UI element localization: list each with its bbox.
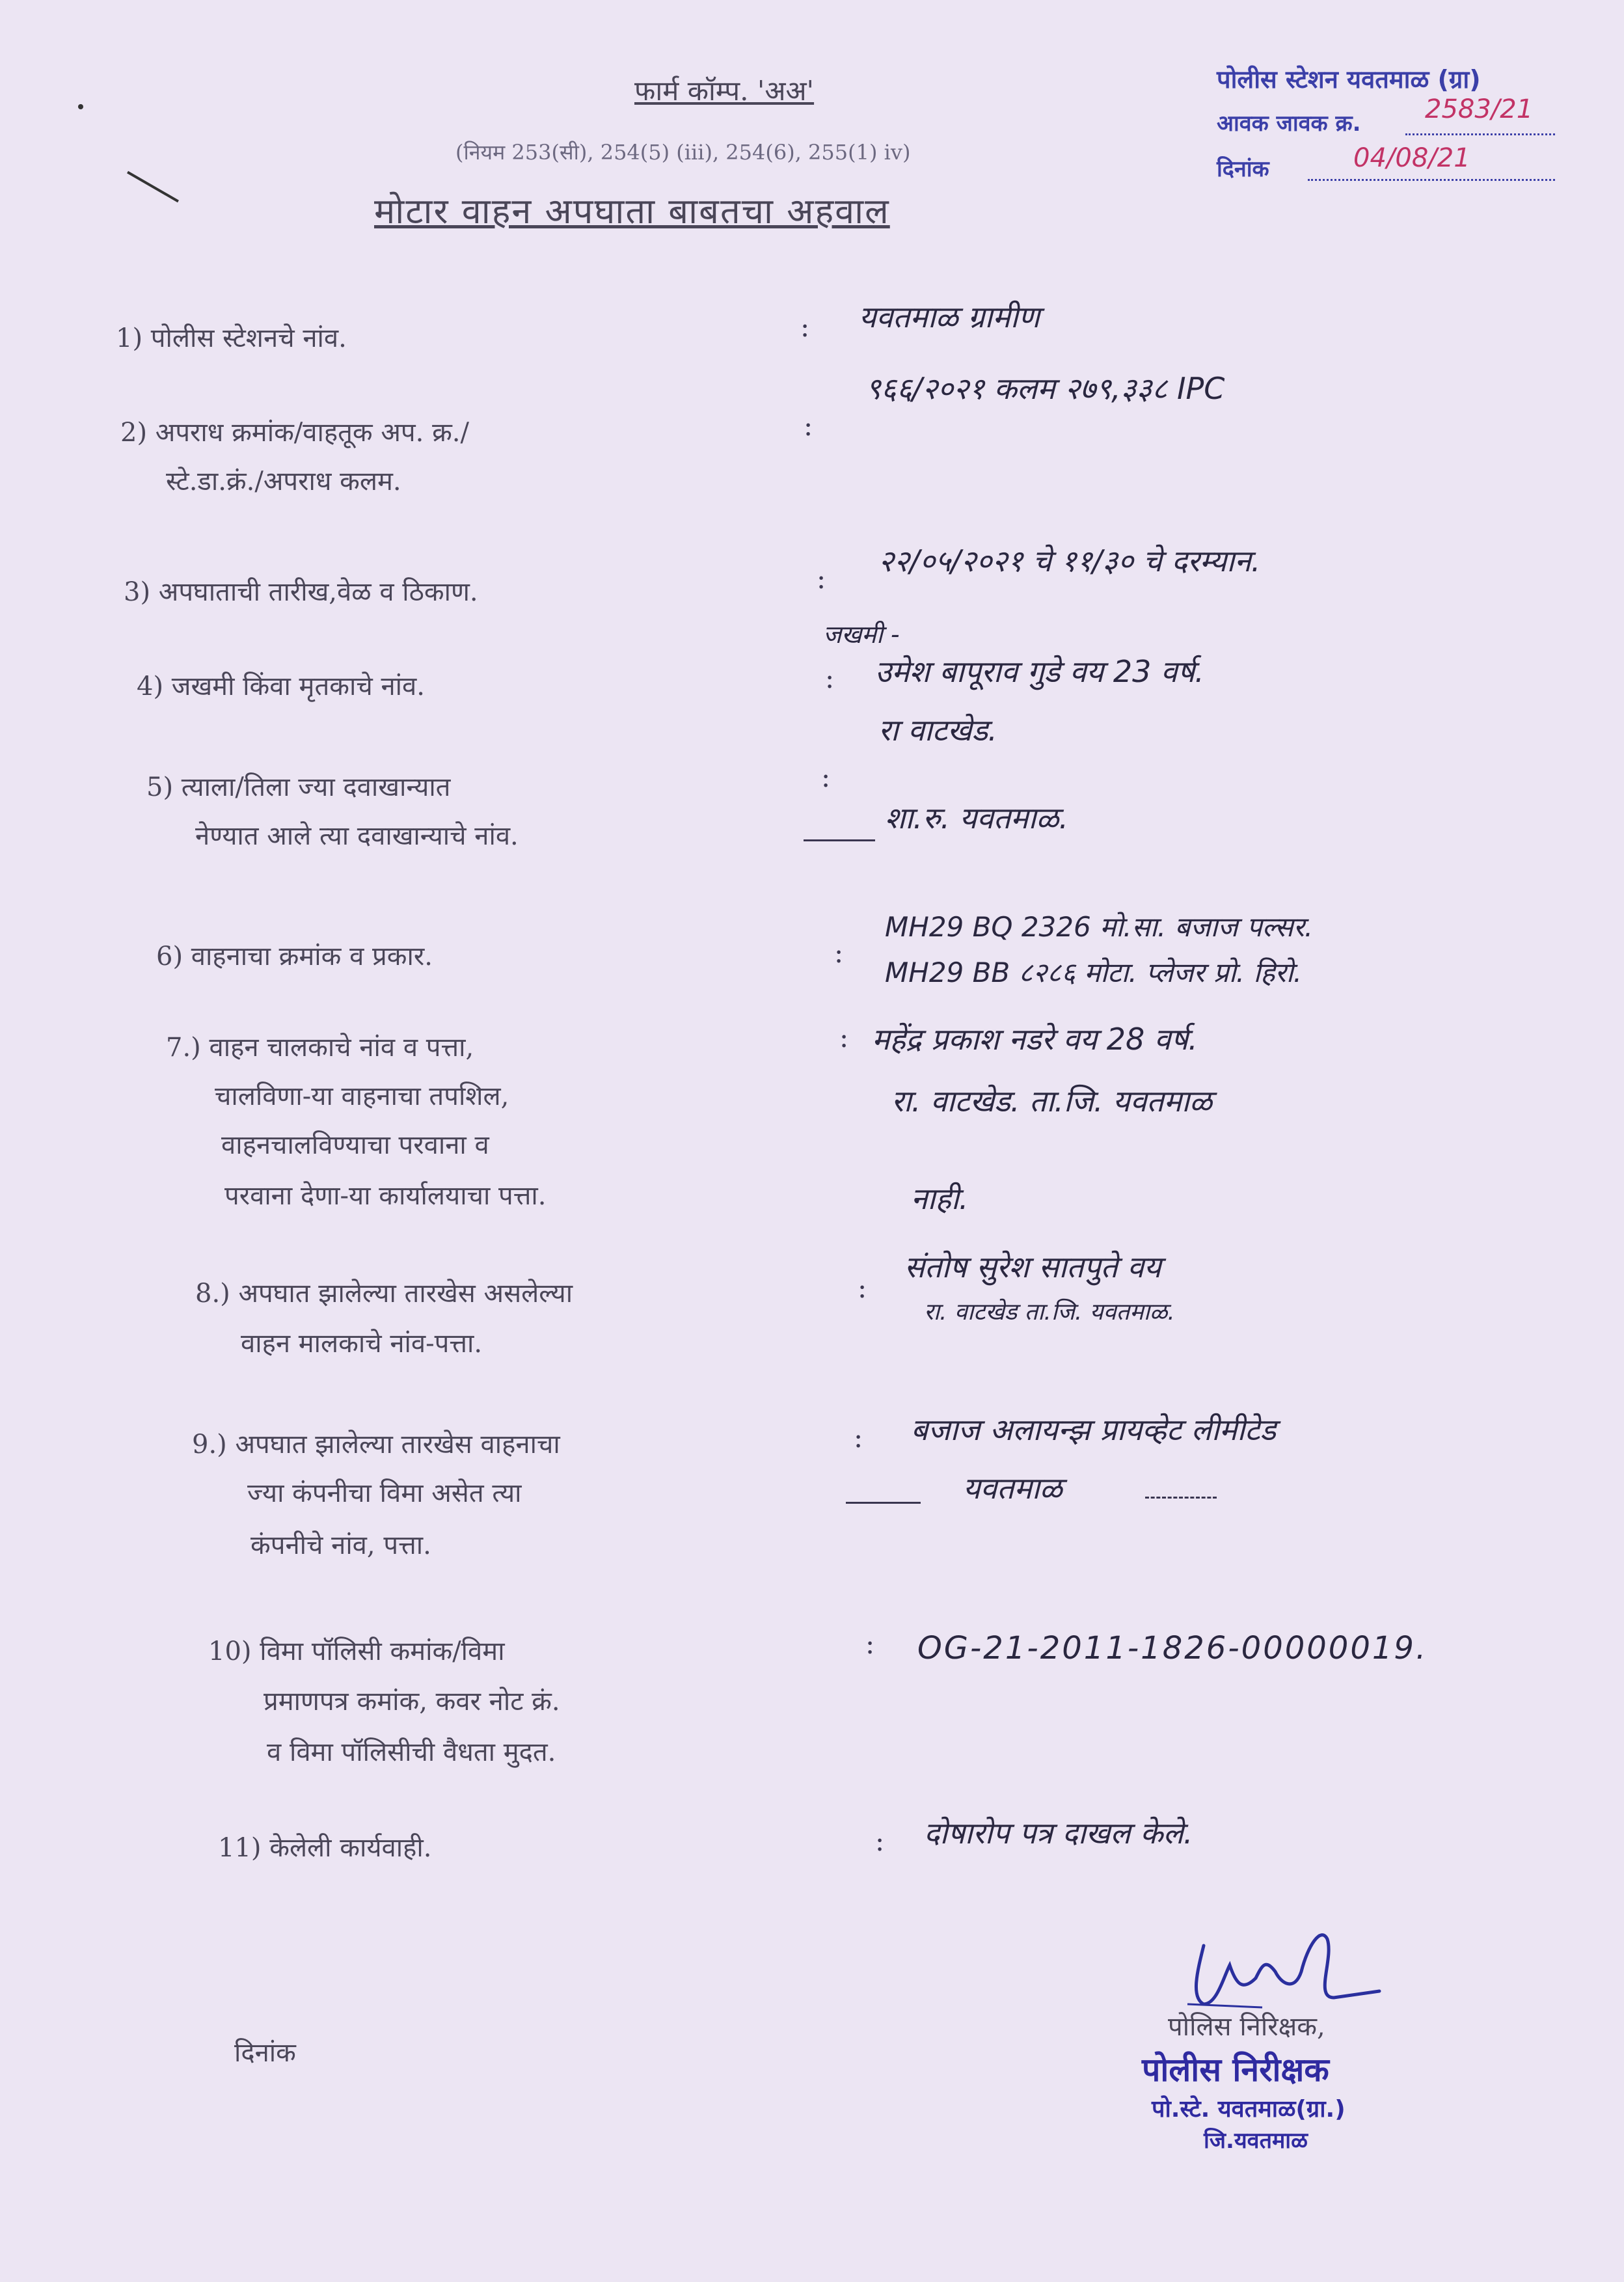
page-title: मोटार वाहन अपघाता बाबतचा अहवाल <box>374 191 890 232</box>
margin-mark <box>127 171 179 202</box>
field-7-label-line3: वाहनचालविण्याचा परवाना व <box>221 1130 489 1160</box>
stamp-inward-number: 2583/21 <box>1425 94 1534 124</box>
field-1-value: यवतमाळ ग्रामीण <box>859 299 1040 334</box>
seal-line3: जि.यवतमाळ <box>1204 2128 1308 2154</box>
field-6-value-line1: MH29 BQ 2326 मो.सा. बजाज पल्सर. <box>885 911 1314 943</box>
field-10-label-line1: 10) विमा पॉलिसी कमांक/विमा <box>208 1637 505 1666</box>
field-11-colon: : <box>875 1825 885 1857</box>
field-7-value-line1: महेंद्र प्रकाश नडरे वय 28 वर्ष. <box>872 1022 1198 1057</box>
field-7-label-line4: परवाना देणा-या कार्यालयाचा पत्ता. <box>224 1181 547 1211</box>
field-9-value-line1: बजाज अलायन्झ प्रायव्हेट लीमीटेड <box>911 1412 1277 1447</box>
field-9-colon: : <box>854 1422 863 1454</box>
field-4-value-line2: उमेश बापूराव गुडे वय 23 वर्ष. <box>875 654 1204 689</box>
field-2-colon: : <box>804 410 813 442</box>
field-1-label: 1) पोलीस स्टेशनचे नांव. <box>116 323 347 353</box>
field-5-colon: : <box>821 761 831 793</box>
field-3-label: 3) अपघाताची तारीख,वेळ व ठिकाण. <box>124 577 478 607</box>
field-4-value-line3: रा वाटखेड. <box>878 713 997 748</box>
stamp-inward-label: आवक जावक क्र. <box>1217 111 1361 137</box>
officer-label: पोलिस निरिक्षक, <box>1168 2012 1325 2042</box>
field-7-value-line2: रा. वाटखेड. ता.जि. यवतमाळ <box>891 1083 1213 1119</box>
field-9-dash-right <box>1145 1497 1217 1499</box>
margin-dot <box>78 104 83 109</box>
field-10-colon: : <box>865 1628 875 1660</box>
field-5-dash <box>804 839 875 841</box>
field-4-label: 4) जखमी किंवा मृतकाचे नांव. <box>137 672 425 701</box>
field-7-colon: : <box>839 1022 849 1053</box>
stamp-date-value: 04/08/21 <box>1353 143 1470 173</box>
inward-stamp <box>1210 62 1562 192</box>
field-9-dash-left <box>846 1502 921 1504</box>
field-6-value-line2: MH29 BB ८२८६ मोटा. प्लेजर प्रो. हिरो. <box>885 957 1302 988</box>
field-8-label-line2: वाहन मालकाचे नांव-पत्ता. <box>241 1329 483 1359</box>
field-9-value-line2: यवतमाळ <box>963 1471 1062 1506</box>
field-10-value: OG-21-2011-1826-00000019. <box>917 1630 1428 1666</box>
field-4-colon: : <box>825 662 835 694</box>
seal-line2: पो.स्टे. यवतमाळ(ग्रा.) <box>1152 2096 1346 2123</box>
form-rules: (नियम 253(सी), 254(5) (iii), 254(6), 255(1) iv) <box>455 140 911 165</box>
form-name: फार्म कॉम्प. 'अअ' <box>634 75 815 107</box>
field-9-label-line2: ज्या कंपनीचा विमा असेत त्या <box>247 1478 522 1508</box>
field-5-value: शा.रु. यवतमाळ. <box>885 800 1069 835</box>
field-7-label-line1: 7.) वाहन चालकाचे नांव व पत्ता, <box>166 1033 474 1063</box>
field-8-label-line1: 8.) अपघात झालेल्या तारखेस असलेल्या <box>195 1279 573 1309</box>
field-6-colon: : <box>834 937 844 969</box>
field-10-label-line3: व विमा पॉलिसीची वैधता मुदत. <box>267 1737 556 1767</box>
seal-line1: पोलीस निरीक्षक <box>1142 2051 1329 2089</box>
field-2-value: ९६६/२०२१ कलम २७९,३३८ IPC <box>865 371 1225 406</box>
field-8-value-line1: संतोष सुरेश सातपुते वय <box>904 1249 1161 1284</box>
stamp-station: पोलीस स्टेशन यवतमाळ (ग्रा) <box>1217 65 1481 94</box>
field-6-label: 6) वाहनाचा क्रमांक व प्रकार. <box>156 942 433 971</box>
date-label: दिनांक <box>234 2038 296 2068</box>
field-4-value-line1: जखमी - <box>823 620 900 649</box>
field-2-label-line2: स्टे.डा.क्रं./अपराध कलम. <box>166 467 401 496</box>
field-8-value-line2: रा. वाटखेड ता.जि. यवतमाळ. <box>924 1299 1175 1325</box>
field-5-label-line1: 5) त्याला/तिला ज्या दवाखान्यात <box>146 772 451 802</box>
stamp-inward-underline <box>1405 133 1555 135</box>
field-11-label: 11) केलेली कार्यवाही. <box>218 1833 432 1863</box>
field-11-value: दोषारोप पत्र दाखल केले. <box>924 1815 1193 1851</box>
field-7-value-line3: नाही. <box>911 1181 969 1216</box>
stamp-date-label: दिनांक <box>1217 156 1269 182</box>
stamp-date-underline <box>1308 179 1555 181</box>
officer-signature <box>1184 1920 1392 2017</box>
field-9-label-line1: 9.) अपघात झालेल्या तारखेस वाहनाचा <box>192 1430 560 1460</box>
field-3-colon: : <box>817 563 826 595</box>
field-9-label-line3: कंपनीचे नांव, पत्ता. <box>250 1530 431 1560</box>
field-7-label-line2: चालविणा-या वाहनाचा तपशिल, <box>215 1081 509 1111</box>
field-8-colon: : <box>858 1272 867 1304</box>
field-3-value: २२/०५/२०२१ चे ११/३० चे दरम्यान. <box>878 543 1261 578</box>
field-1-colon: : <box>800 311 810 343</box>
field-2-label-line1: 2) अपराध क्रमांक/वाहतूक अप. क्र./ <box>120 418 469 448</box>
field-10-label-line2: प्रमाणपत्र कमांक, कवर नोट क्रं. <box>264 1687 560 1717</box>
field-5-label-line2: नेण्यात आले त्या दवाखान्याचे नांव. <box>195 821 519 851</box>
